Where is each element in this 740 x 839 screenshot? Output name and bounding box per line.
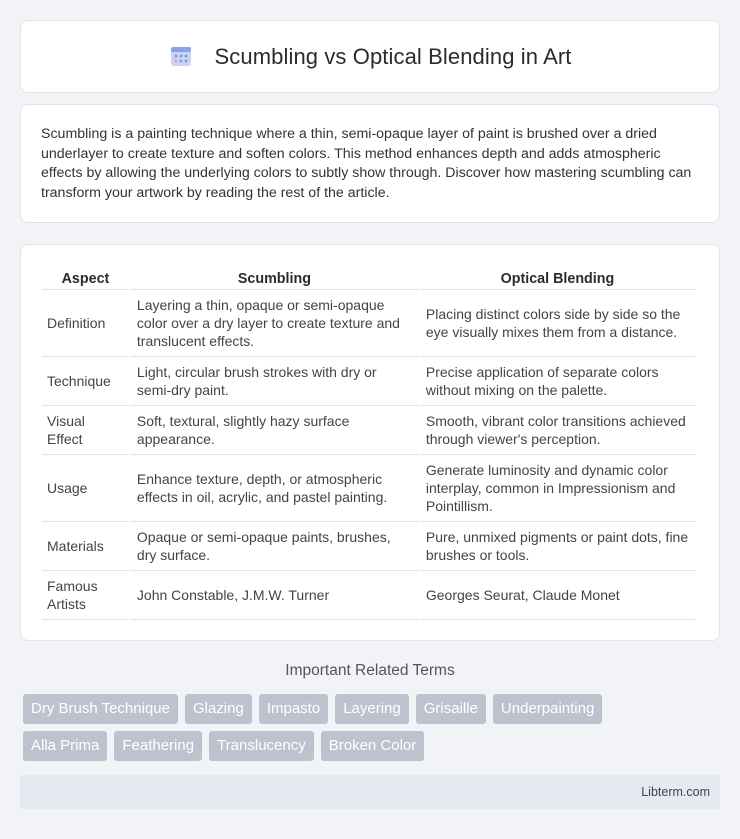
row-scumbling: Light, circular brush strokes with dry or semi-dry paint. <box>131 357 418 406</box>
tag-alla-prima[interactable]: Alla Prima <box>23 731 107 761</box>
footer-link[interactable]: Libterm.com <box>641 785 710 799</box>
row-scumbling: Soft, textural, slightly hazy surface appearance. <box>131 406 418 455</box>
row-optical-blending: Precise application of separate colors without mixing on the palette. <box>420 357 695 406</box>
table-row <box>42 290 695 357</box>
comparison-card <box>20 244 720 641</box>
page-title: Scumbling vs Optical Blending in Art <box>214 43 572 69</box>
row-aspect: Famous Artists <box>42 571 129 620</box>
tag-layering[interactable]: Layering <box>335 694 409 724</box>
tag-feathering[interactable]: Feathering <box>114 731 202 761</box>
table-row <box>42 406 695 455</box>
intro-card <box>20 104 720 223</box>
intro-text: Scumbling is a painting technique where a thin, semi-opaque layer of paint is brushed over a dried underlayer to create texture and soften colors. This method enhances depth and adds atmospheric effects by allowing the underlying colors to subtly show through. Discover how mastering scumbling can transform your artwork by reading the rest of the article. <box>41 126 692 201</box>
related-terms-title: Important Related Terms <box>285 662 455 679</box>
header-scumbling: Scumbling <box>131 265 418 290</box>
tag-glazing[interactable]: Glazing <box>185 694 252 724</box>
row-scumbling: Layering a thin, opaque or semi-opaque color over a dry layer to create texture and translucent effects. <box>131 290 418 357</box>
footer <box>20 775 720 809</box>
tag-row <box>23 731 723 761</box>
row-optical-blending: Pure, unmixed pigments or paint dots, fine brushes or tools. <box>420 522 695 571</box>
row-aspect: Definition <box>42 290 129 357</box>
header-optical-blending: Optical Blending <box>420 265 695 290</box>
table-row <box>42 357 695 406</box>
table-row <box>42 522 695 571</box>
table-row <box>42 571 695 620</box>
row-optical-blending: Placing distinct colors side by side so the eye visually mixes them from a distance. <box>420 290 695 357</box>
row-aspect: Technique <box>42 357 129 406</box>
comparison-table <box>40 265 697 620</box>
row-aspect: Usage <box>42 455 129 522</box>
tag-dry-brush-technique[interactable]: Dry Brush Technique <box>23 694 178 724</box>
tag-translucency[interactable]: Translucency <box>209 731 314 761</box>
row-scumbling: John Constable, J.M.W. Turner <box>131 571 418 620</box>
table-header-row <box>42 265 695 290</box>
row-optical-blending: Georges Seurat, Claude Monet <box>420 571 695 620</box>
tag-broken-color[interactable]: Broken Color <box>321 731 425 761</box>
table-row <box>42 455 695 522</box>
tag-underpainting[interactable]: Underpainting <box>493 694 602 724</box>
title-card <box>20 20 720 93</box>
row-scumbling: Enhance texture, depth, or atmospheric effects in oil, acrylic, and pastel painting. <box>131 455 418 522</box>
tag-grisaille[interactable]: Grisaille <box>416 694 486 724</box>
tag-row <box>23 694 723 724</box>
header-aspect: Aspect <box>42 265 129 290</box>
calendar-grid-icon <box>169 44 193 68</box>
row-optical-blending: Generate luminosity and dynamic color interplay, common in Impressionism and Pointillism. <box>420 455 695 522</box>
row-optical-blending: Smooth, vibrant color transitions achieved through viewer's perception. <box>420 406 695 455</box>
tag-impasto[interactable]: Impasto <box>259 694 328 724</box>
row-aspect: Visual Effect <box>42 406 129 455</box>
row-scumbling: Opaque or semi-opaque paints, brushes, dry surface. <box>131 522 418 571</box>
row-aspect: Materials <box>42 522 129 571</box>
related-terms-tags <box>23 694 723 768</box>
